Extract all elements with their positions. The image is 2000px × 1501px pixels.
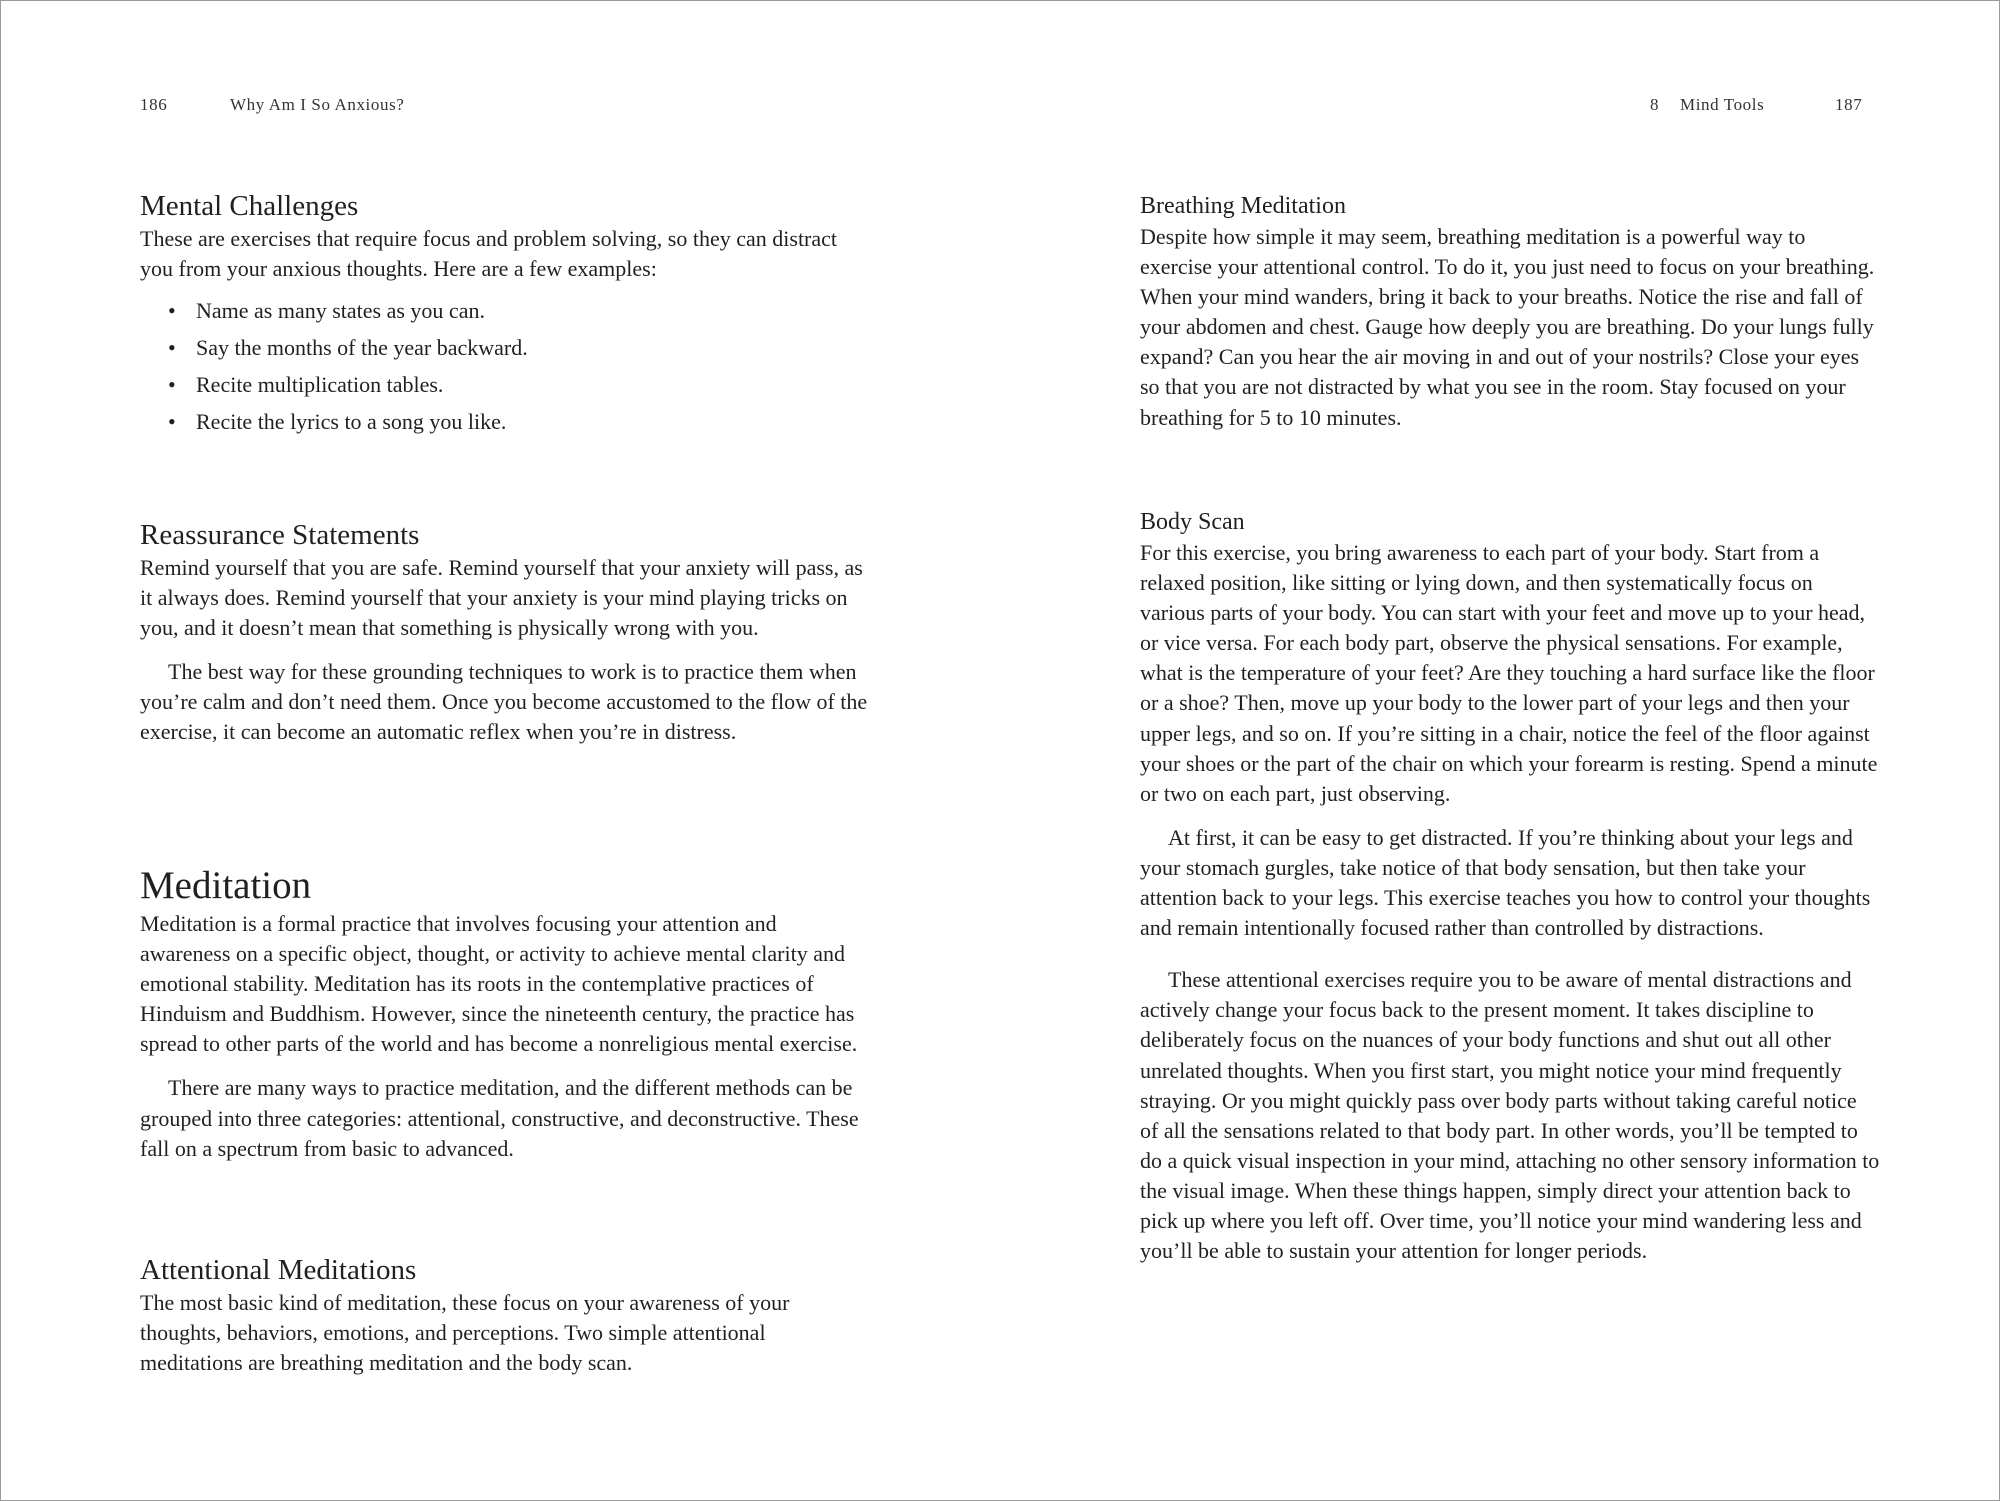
section-body-scan bbox=[1140, 506, 1880, 1266]
chapter-number: 8 bbox=[1650, 95, 1660, 114]
right-page bbox=[1000, 1, 1999, 1500]
list-item: • Recite multiplication tables. bbox=[140, 366, 870, 403]
page-number-left: 186 bbox=[140, 95, 168, 114]
bullet-icon: • bbox=[168, 298, 176, 324]
paragraph-meditation-1: Meditation is a formal practice that involves focusing your attention and awareness on a specific object, thought, or activity to achieve mental clarity and emotional stability. Meditation has its roots in the contemplative practices of Hinduism and Buddhism. However, since the nineteenth century, the practice has spread to other parts of the world and has become a nonreligious mental exercise. bbox=[140, 911, 858, 1057]
paragraph-reassurance-2: The best way for these grounding techniques to work is to practice them when you’re calm and don’t need them. Once you become accustomed to the flow of the exercise, it can become an automatic reflex when you’re in distress. bbox=[140, 659, 868, 745]
paragraph-reassurance-1: Remind yourself that you are safe. Remind yourself that your anxiety will pass, as it always does. Remind yourself that your anxiety is your mind playing tricks on you, and it doesn’t mean that something is physically wrong with you. bbox=[140, 555, 863, 641]
bullet-list-mental-challenges bbox=[140, 292, 870, 440]
paragraph-breathing-1: Despite how simple it may seem, breathing meditation is a powerful way to exercise your attentional control. To do it, you just need to focus on your breathing. When your mind wanders, bring it back to your breaths. Notice the rise and fall of your abdomen and chest. Gauge how deeply you are breathing. Do your lungs fully expand? Can you hear the air moving in and out of your nostrils? Close your eyes so that you are not distracted by what you see in the room. Stay focused on your breathing for 5 to 10 minutes. bbox=[1140, 224, 1875, 430]
bullet-icon: • bbox=[168, 409, 176, 435]
section-mental-challenges bbox=[140, 188, 870, 440]
running-head-chapter-title: Mind Tools bbox=[1680, 95, 1765, 114]
page-number-right: 187 bbox=[1835, 95, 1863, 114]
list-item: • Name as many states as you can. bbox=[140, 292, 870, 329]
paragraph-body-scan-2: At first, it can be easy to get distracted. If you’re thinking about your legs and your stomach gurgles, take notice of that body sensation, but then take your attention back to your legs. This exercise teaches you how to control your thoughts and remain intentionally focused rather than controlled by distractions. bbox=[1140, 824, 1871, 941]
section-breathing-meditation bbox=[1140, 190, 1880, 433]
left-page bbox=[1, 1, 1000, 1500]
paragraph-meditation-2: There are many ways to practice meditation, and the different methods can be grouped into three categories: attentional, constructive, and deconstructive. These fall on a spectrum from basic to advanced. bbox=[140, 1075, 859, 1161]
heading-attentional-meditations: Attentional Meditations bbox=[140, 1254, 417, 1286]
heading-body-scan: Body Scan bbox=[1140, 509, 1245, 535]
paragraph-body-scan-3: These attentional exercises require you to be aware of mental distractions and actively change your focus back to the present moment. It takes discipline to deliberately focus on the nuances of your body functions and shut out all other unrelated thoughts. When you first start, you might notice your mind frequently straying. Or you might quickly pass over body parts without taking careful notice of all the sensations related to that body part. In other words, you’ll be tempted to do a quick visual inspection in your mind, attaching no other sensory information to the visual image. When these things happen, simply direct your attention back to pick up where you left off. Over time, you’ll notice your mind wandering less and you’ll be able to sustain your attention for longer periods. bbox=[1140, 967, 1880, 1264]
section-reassurance-statements bbox=[140, 517, 870, 748]
bullet-icon: • bbox=[168, 335, 176, 361]
list-item: • Say the months of the year backward. bbox=[140, 329, 870, 366]
section-attentional-meditations bbox=[140, 1252, 870, 1378]
paragraph-mental-challenges-intro: These are exercises that require focus and problem solving, so they can distract you from your anxious thoughts. Here are a few examples: bbox=[140, 226, 838, 282]
paragraph-attentional-1: The most basic kind of meditation, these focus on your awareness of your thoughts, behaviors, emotions, and perceptions. Two simple attentional meditations are breathing meditation and the body scan. bbox=[140, 1290, 790, 1376]
heading-mental-challenges: Mental Challenges bbox=[140, 190, 359, 222]
heading-reassurance-statements: Reassurance Statements bbox=[140, 519, 420, 551]
section-meditation bbox=[140, 863, 870, 1164]
heading-meditation: Meditation bbox=[140, 864, 312, 907]
list-item: • Recite the lyrics to a song you like. bbox=[140, 403, 870, 440]
running-head-book-title: Why Am I So Anxious? bbox=[230, 95, 405, 114]
heading-breathing-meditation: Breathing Meditation bbox=[1140, 193, 1346, 219]
paragraph-body-scan-1: For this exercise, you bring awareness to each part of your body. Start from a relaxed position, like sitting or lying down, and then systematically focus on various parts of your body. You can start with your feet and move up to your head, or vice versa. For each body part, observe the physical sensations. For example, what is the temperature of your feet? Are they touching a hard surface like the floor or a shoe? Then, move up your body to the lower part of your legs and then your upper legs, and so on. If you’re sitting in a chair, notice the feel of the floor against your shoes or the part of the chair on which your forearm is resting. Spend a minute or two on each part, just observing. bbox=[1140, 540, 1878, 806]
bullet-icon: • bbox=[168, 372, 176, 398]
